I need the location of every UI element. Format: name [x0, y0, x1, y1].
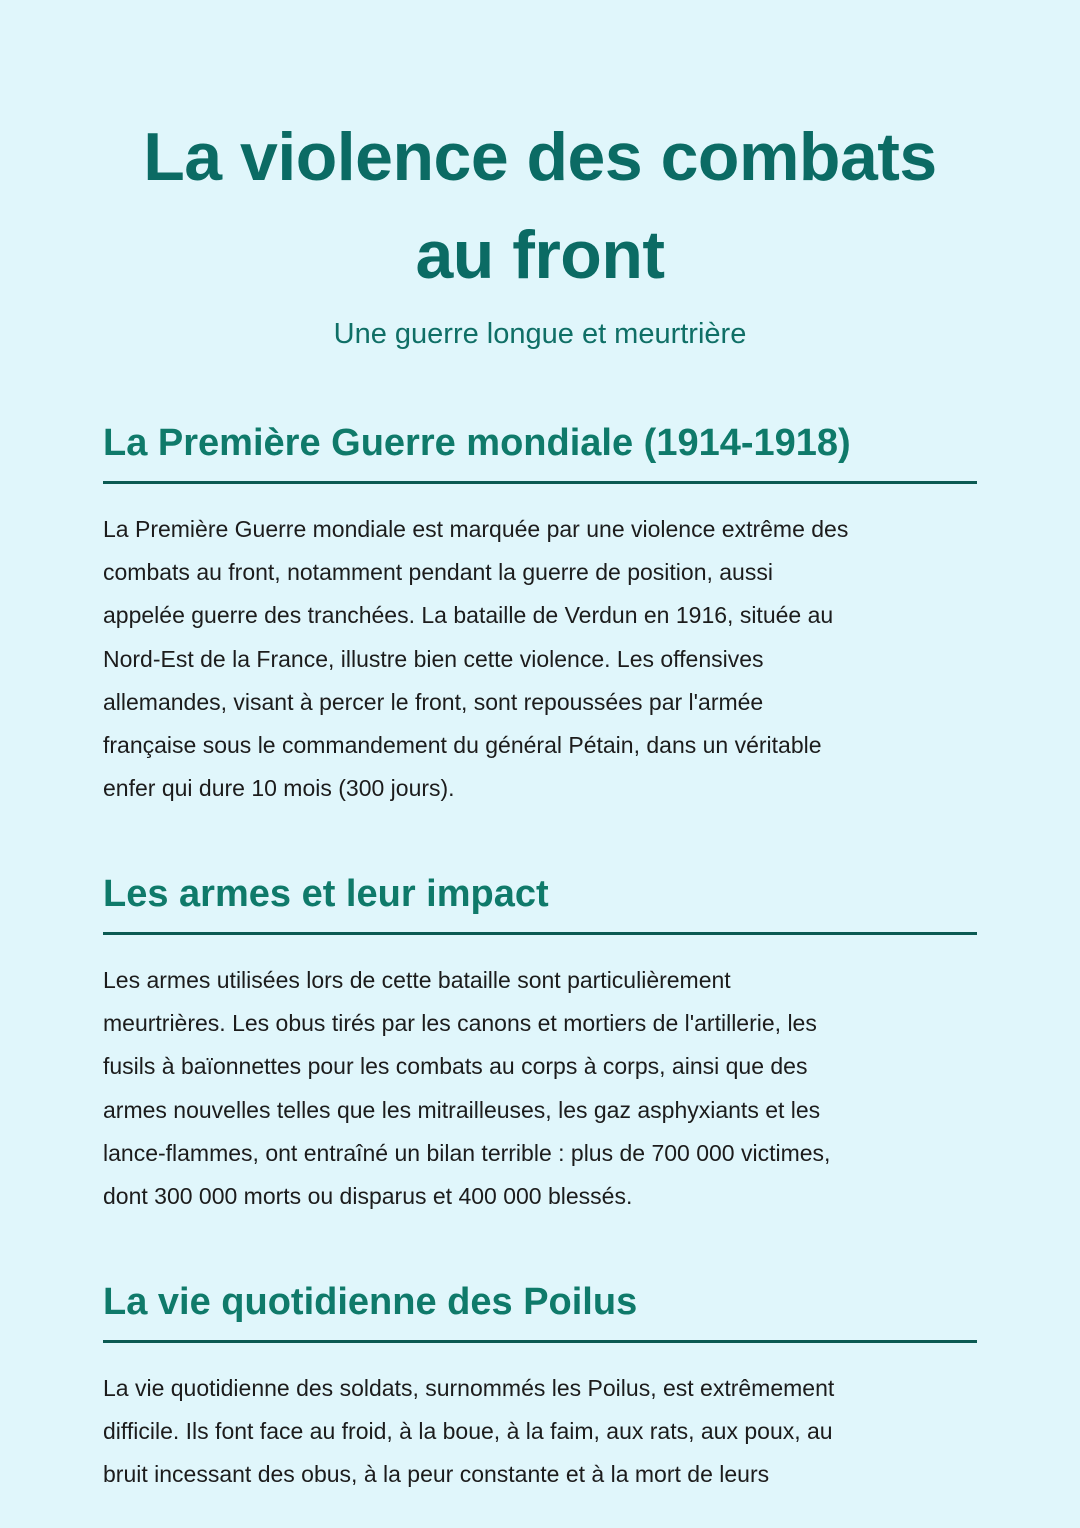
section-paragraph	[103, 1367, 977, 1497]
text-line: La Première Guerre mondiale est marquée par une violence extrême des	[103, 516, 849, 542]
text-line: Les armes utilisées lors de cette bataille sont particulièrement	[103, 967, 731, 993]
text-line: lance-flammes, ont entraîné un bilan terrible : plus de 700 000 victimes,	[103, 1139, 831, 1166]
text-line: La vie quotidienne des soldats, surnommés les Poilus, est extrêmement	[103, 1375, 835, 1401]
section-heading: Les armes et leur impact	[103, 873, 549, 915]
text-line: Nord-Est de la France, illustre bien cette violence. Les offensives	[103, 645, 764, 672]
section-paragraph	[103, 508, 977, 810]
section-heading: La Première Guerre mondiale (1914-1918)	[103, 422, 851, 464]
section-divider	[103, 481, 977, 484]
section-paragraph	[103, 959, 977, 1218]
page-title	[0, 108, 1080, 304]
text-line: bruit incessant des obus, à la peur constante et à la mort de leurs	[103, 1461, 770, 1488]
title-line: au front	[415, 217, 665, 293]
section-heading: La vie quotidienne des Poilus	[103, 1281, 638, 1323]
text-line: appelée guerre des tranchées. La bataille de Verdun en 1916, située au	[103, 602, 834, 629]
text-line: difficile. Ils font face au froid, à la boue, à la faim, aux rats, aux poux, au	[103, 1418, 833, 1445]
section-divider	[103, 932, 977, 935]
text-line: française sous le commandement du général Pétain, dans un véritable	[103, 732, 822, 759]
section-armes	[103, 870, 977, 1218]
text-line: fusils à baïonnettes pour les combats au corps à corps, ainsi que des	[103, 1053, 808, 1080]
text-line: combats au front, notamment pendant la guerre de position, aussi	[103, 559, 773, 586]
section-premiere-guerre	[103, 419, 977, 810]
text-line: dont 300 000 morts ou disparus et 400 000 blessés.	[103, 1183, 633, 1210]
title-line: La violence des combats	[143, 119, 937, 195]
text-line: allemandes, visant à percer le front, sont repoussées par l'armée	[103, 688, 764, 715]
page-subtitle: Une guerre longue et meurtrière	[333, 318, 747, 350]
text-line: meurtrières. Les obus tirés par les canons et mortiers de l'artillerie, les	[103, 1010, 817, 1037]
text-line: armes nouvelles telles que les mitrailleuses, les gaz asphyxiants et les	[103, 1096, 821, 1123]
section-vie-poilus	[103, 1278, 977, 1497]
text-line: enfer qui dure 10 mois (300 jours).	[103, 775, 455, 802]
section-divider	[103, 1340, 977, 1343]
